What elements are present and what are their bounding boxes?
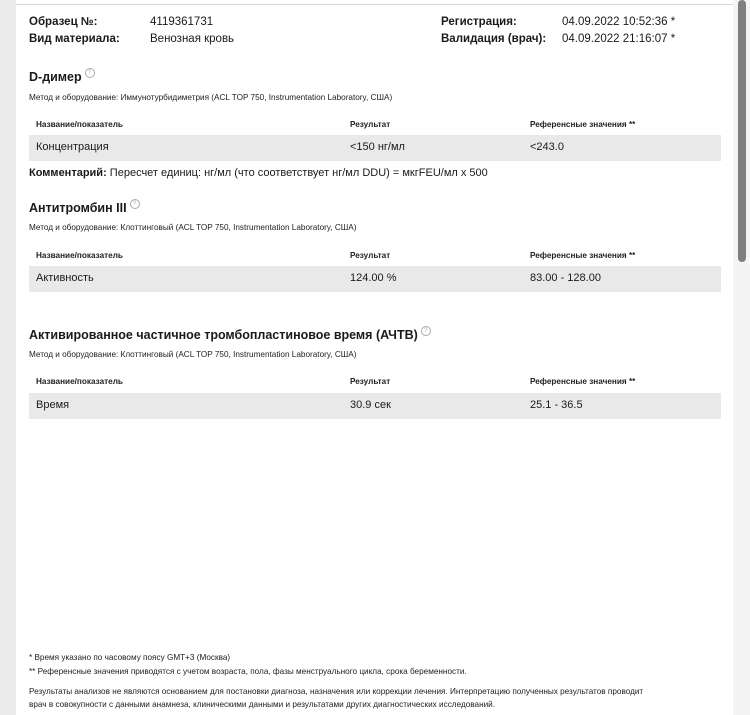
col-header-name: Название/показатель — [36, 377, 123, 386]
col-header-name: Название/показатель — [36, 120, 123, 129]
registration-value: 04.09.2022 10:52:36 * — [562, 16, 676, 28]
method-text: Метод и оборудование: Клоттинговый (ACL TOP 750, Instrumentation Laboratory, США) — [29, 350, 357, 359]
col-header-result: Результат — [350, 377, 391, 386]
info-icon[interactable]: ? — [421, 326, 431, 336]
scrollbar-thumb[interactable] — [738, 0, 746, 262]
disclaimer-line-2: врач в совокупности с данными анамнеза, клиническими данными и результатами других диагностических исследований. — [29, 700, 496, 709]
table-row — [29, 393, 721, 419]
method-text: Метод и оборудование: Клоттинговый (ACL TOP 750, Instrumentation Laboratory, США) — [29, 223, 357, 232]
registration-label: Регистрация: — [441, 16, 517, 28]
section-title-aptt — [29, 328, 431, 342]
row-reference: <243.0 — [530, 141, 564, 153]
col-header-result: Результат — [350, 120, 391, 129]
document-page — [16, 0, 733, 715]
scrollbar[interactable] — [733, 0, 750, 715]
validation-value: 04.09.2022 21:16:07 * — [562, 33, 676, 45]
info-icon[interactable]: ? — [130, 199, 140, 209]
material-value: Венозная кровь — [150, 33, 235, 45]
method-text: Метод и оборудование: Иммунотурбидиметрия (ACL TOP 750, Instrumentation Laboratory, США) — [29, 93, 393, 102]
footnote-reference: ** Референсные значения приводятся с учетом возраста, пола, фазы менструального цикла, срока беременности. — [29, 667, 467, 676]
table-row — [29, 266, 721, 292]
row-result: 30.9 сек — [350, 399, 391, 411]
row-name: Активность — [36, 272, 94, 284]
top-divider — [16, 4, 733, 5]
row-name: Время — [36, 399, 70, 411]
section-title-text: D-димер — [29, 70, 82, 84]
comment-text: Пересчет единиц: нг/мл (что соответствует нг/мл DDU) = мкгFEU/мл х 500 — [106, 167, 488, 179]
comment — [29, 167, 488, 179]
validation-label: Валидация (врач): — [441, 33, 547, 45]
col-header-reference: Референсные значения ** — [530, 251, 636, 260]
col-header-reference: Референсные значения ** — [530, 377, 636, 386]
section-title-text: Активированное частичное тромбопластиновое время (АЧТВ) — [29, 328, 418, 342]
sample-label: Образец №: — [29, 16, 98, 28]
table-row — [29, 135, 721, 161]
section-title-text: Антитромбин III — [29, 201, 127, 215]
row-result: 124.00 % — [350, 272, 397, 284]
row-name: Концентрация — [36, 141, 109, 153]
section-title-d-dimer — [29, 70, 95, 84]
col-header-result: Результат — [350, 251, 391, 260]
section-title-antithrombin — [29, 201, 140, 215]
info-icon[interactable]: ? — [85, 68, 95, 78]
footnote-time: * Время указано по часовому поясу GMT+3 (Москва) — [29, 653, 231, 662]
material-label: Вид материала: — [29, 33, 120, 45]
col-header-name: Название/показатель — [36, 251, 123, 260]
row-reference: 83.00 - 128.00 — [530, 272, 601, 284]
row-reference: 25.1 - 36.5 — [530, 399, 583, 411]
comment-label: Комментарий: — [29, 167, 107, 179]
row-result: <150 нг/мл — [350, 141, 405, 153]
sample-value: 4119361731 — [150, 16, 214, 28]
disclaimer-line-1: Результаты анализов не являются основанием для постановки диагноза, назначения или коррекции лечения. Интерпретацию полученных результатов проводит — [29, 687, 644, 696]
col-header-reference: Референсные значения ** — [530, 120, 636, 129]
